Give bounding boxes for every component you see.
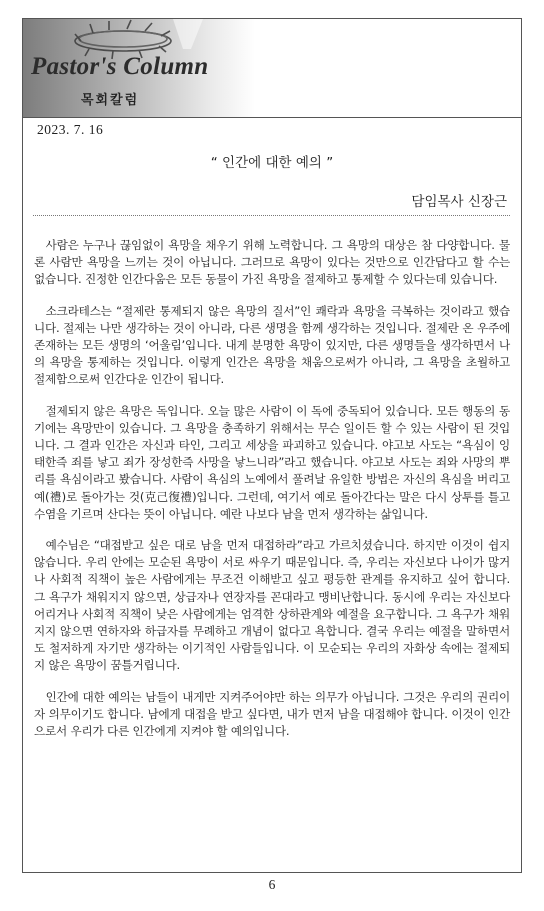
paragraph: 인간에 대한 예의는 남들이 내게만 지켜주어야만 하는 의무가 아닙니다. 그것은 우리의 권리이자 의무이기도 합니다. 남에게 대접을 받고 싶다면, 내가 먼저 남을 대접해야 합니다. 이것이 인간으로서 우리가 다른 인간에게 지켜야 할 예의입니다. (34, 689, 510, 739)
column-body (34, 237, 510, 754)
page-number: 6 (268, 877, 276, 892)
logo-title: Pastor's Column (31, 53, 209, 80)
paragraph: 예수님은 “대접받고 싶은 대로 남을 먼저 대접하라”라고 가르치셨습니다. 하지만 이것이 쉽지 않습니다. 우리 안에는 모순된 욕망이 서로 싸우기 때문입니다. 즉, 우리는 자신보다 나이가 많거나 사회적 직책이 높은 사람에게는 무조건 이해받고 싶고 평등한 관계를 유지하고 싶어 합니다. 그 욕구가 채워지지 않으면, 상급자나 연장자를 꼰대라고 맹비난합니다. 동시에 우리는 자신보다 어리거나 사회적 직책이 낮은 사람에게는 엄격한 상하관계와 예절을 요구합니다. 그 욕구가 채워지지 않으면 연하자와 하급자를 무례하고 개념이 없다고 욕합니다. 결국 우리는 예절을 말하면서도 철저하게 자기만 생각하는 이기적인 사람들입니다. 이 모순되는 우리의 자화상 속에는 절제되지 않은 욕망이 꿈틀거립니다. (34, 538, 510, 673)
paragraph: 소크라테스는 “절제란 통제되지 않은 욕망의 질서”인 쾌락과 욕망을 극복하는 것이라고 했습니다. 절제는 나만 생각하는 것이 아니라, 다른 생명을 함께 생각하는 것입니다. 절제란 온 우주에 존재하는 모든 생명의 ‘어울림’입니다. 내게 분명한 욕망이 있지만, 다른 생명들을 생각하면서 나의 욕망을 통제하는 것입니다. 이렇게 인간은 욕망을 채움으로써가 아니라, 그 욕망을 초월하고 절제함으로써 인간다운 인간이 됩니다. (34, 303, 510, 387)
column-header (23, 19, 521, 118)
paragraph: 절제되지 않은 욕망은 독입니다. 오늘 많은 사람이 이 독에 중독되어 있습니다. 모든 행동의 동기에는 욕망만이 있습니다. 그 욕망을 충족하기 위해서는 무슨 일이든 할 수 있는 사람이 된 것입니다. 그 결과 인간은 자신과 타인, 그리고 세상을 파괴하고 있습니다. 야고보 사도는 “욕심이 잉태한즉 죄를 낳고 죄가 장성한즉 사망을 낳느니라”라고 했습니다. 야고보 사도는 죄와 사망의 뿌리를 욕심이라고 봤습니다. 사람이 욕심의 노예에서 풀려날 유일한 방법은 자신의 욕심을 버리고 예(禮)로 돌아가는 것(克己復禮)입니다. 그런데, 여기서 예로 돌아간다는 말은 다시 상투를 틀고 수염을 기르며 산다는 뜻이 아닙니다. 예란 나보다 남을 먼저 생각하는 삶입니다. (34, 403, 510, 521)
logo-subtitle: 목회칼럼 (81, 93, 140, 108)
column-date: 2023. 7. 16 (37, 122, 104, 137)
column-author: 담임목사 신장근 (411, 194, 507, 210)
paragraph: 사람은 누구나 끊임없이 욕망을 채우기 위해 노력합니다. 그 욕망의 대상은 참 다양합니다. 물론 사람만 욕망을 느끼는 것이 아닙니다. 그러므로 욕망이 있다는 것만으로 인간답다고 할 수는 없습니다. 진정한 인간다움은 모든 동물이 가진 욕망을 절제하고 통제할 수 있다는데 있습니다. (34, 238, 510, 287)
dotted-divider (33, 215, 510, 216)
column-frame (22, 18, 522, 873)
column-logo (23, 19, 255, 117)
column-title: “ 인간에 대한 예의 ” (210, 155, 334, 171)
